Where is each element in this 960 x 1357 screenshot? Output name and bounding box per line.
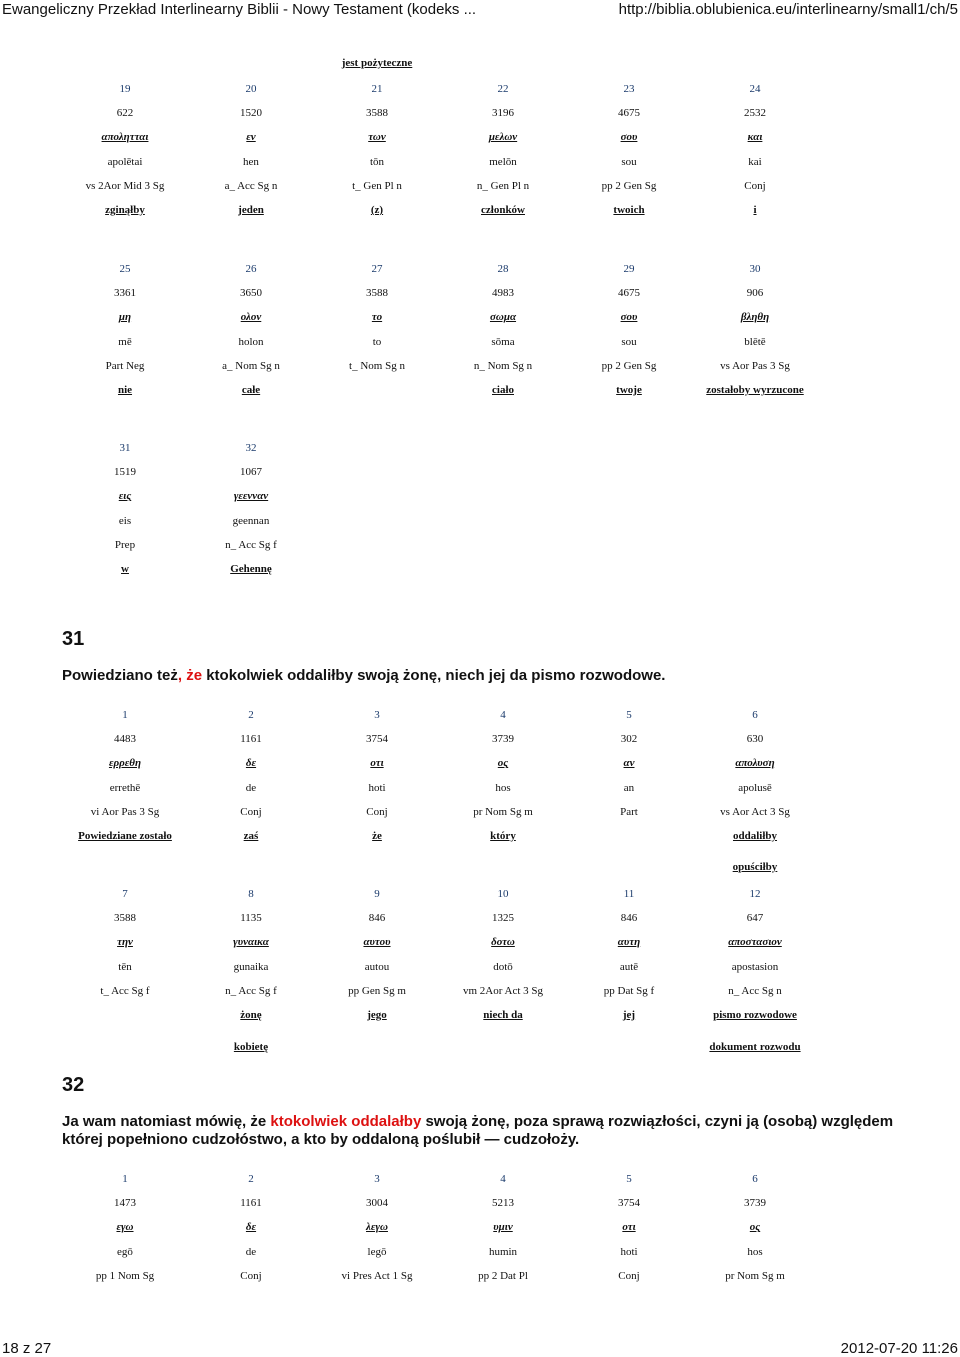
strong-number: 302 [620,733,638,746]
alt-translation-dokument: dokument rozwodu [709,1041,801,1053]
word-number: 2 [248,709,254,722]
polish-translation[interactable]: twoje [616,384,642,397]
word-number: 5 [626,1173,632,1186]
word-number: 27 [371,263,383,276]
morphology-row [62,979,818,1003]
strong-number: 3588 [114,912,136,925]
greek-word[interactable]: σωμα [489,311,517,324]
morphology: a_ Nom Sg n [222,359,280,372]
interlinear-block [62,1167,818,1312]
strong-number: 3739 [492,733,514,746]
strong-number: 3650 [240,287,262,300]
transliteration: apolusē [738,781,772,794]
morphology: Prep [114,538,136,551]
morphology: pp 2 Gen Sg [601,359,657,372]
word-number: 19 [119,83,131,96]
verse-31-text-part: Powiedziano też [62,667,178,684]
word-number: 29 [623,263,635,276]
morphology: n_ Acc Sg n [728,984,782,997]
word-number: 23 [623,83,635,96]
greek-word[interactable]: απολητται [101,131,149,144]
morphology: Part [620,805,638,818]
polish-translation-row [62,824,818,848]
greek-word[interactable]: οτι [622,1221,636,1234]
greek-word[interactable]: δε [245,1221,257,1234]
page-title: Ewangeliczny Przekład Interlinearny Biblii - Nowy Testament (kodeks ... [2,1,477,18]
strong-number-row [62,281,818,305]
transliteration-row [62,1240,818,1264]
verse-31-number: 31 [62,628,85,650]
strong-number-row [62,727,818,751]
strong-number: 1473 [114,1197,136,1210]
word-number: 26 [245,263,257,276]
word-number: 3 [374,1173,380,1186]
word-number: 24 [749,83,761,96]
greek-word[interactable]: αποστασιον [728,936,782,949]
word-number: 30 [749,263,761,276]
transliteration: hoti [368,781,386,794]
page-url[interactable]: http://biblia.oblubienica.eu/interlinearny/small1/ch/5 [618,1,958,18]
greek-word[interactable]: την [117,936,133,949]
strong-number: 1520 [240,107,262,120]
morphology: pp 2 Dat Pl [478,1269,528,1282]
morphology: vi Aor Pas 3 Sg [90,805,160,818]
morphology: Conj [366,805,388,818]
verse-31-text [62,667,922,685]
print-datetime: 2012-07-20 11:26 [840,1340,958,1357]
greek-word[interactable]: ος [749,1221,761,1234]
transliteration: sōma [491,335,515,348]
word-number: 4 [500,1173,506,1186]
transliteration: tēn [118,960,132,973]
transliteration-row [62,776,818,800]
transliteration: sou [621,155,637,168]
strong-number: 630 [746,733,764,746]
word-number-row [62,1167,818,1191]
transliteration: holon [238,335,264,348]
word-number: 8 [248,888,254,901]
polish-translation[interactable]: całe [241,384,261,397]
greek-word[interactable]: δοτω [491,936,515,949]
morphology: pp 1 Nom Sg [95,1269,155,1282]
word-number: 1 [122,1173,128,1186]
greek-word[interactable]: σου [620,131,638,144]
greek-word[interactable]: ολον [240,311,262,324]
morphology-row [62,174,818,198]
greek-word[interactable]: μελων [488,131,518,144]
greek-word[interactable]: βληθη [740,311,770,324]
word-number-row [62,436,818,460]
strong-number: 846 [620,912,638,925]
strong-number: 3739 [744,1197,766,1210]
word-number: 5 [626,709,632,722]
polish-translation[interactable]: Powiedziane zostało [78,830,172,843]
word-number: 3 [374,709,380,722]
strong-number: 1325 [492,912,514,925]
greek-word[interactable]: γυναικα [233,936,269,949]
browser-print-footer [0,1340,960,1357]
page-counter: 18 z 27 [2,1340,52,1357]
morphology: Conj [240,1269,262,1282]
word-number: 28 [497,263,509,276]
polish-translation[interactable]: i [753,204,757,217]
transliteration: apostasion [731,960,779,973]
transliteration: melōn [489,155,517,168]
alt-translation-opusciloby: opuściłby [732,861,778,873]
strong-number: 3588 [366,107,388,120]
transliteration: blētē [744,335,766,348]
polish-translation-row [62,198,818,222]
verse-31-highlight: , że [177,667,203,684]
verse-32-text-part: Ja wam natomiast mówię, że [62,1113,271,1130]
greek-word[interactable]: και [747,131,763,144]
transliteration: de [245,1245,257,1258]
morphology: vs 2Aor Mid 3 Sg [85,179,165,192]
polish-translation[interactable]: zginąłby [105,204,145,217]
polish-translation[interactable]: że [372,830,382,843]
polish-translation-row [62,1003,818,1027]
interlinear-block [62,436,818,581]
top-note: jest pożyteczne [341,57,413,69]
transliteration: mē [118,335,132,348]
verse-32-highlight: ktokolwiek [270,1113,348,1130]
greek-word[interactable]: αν [623,757,635,770]
greek-word[interactable]: των [368,131,386,144]
strong-number: 3004 [366,1197,388,1210]
strong-number: 1519 [114,466,136,479]
transliteration: de [245,781,257,794]
polish-translation[interactable]: zaś [243,830,259,843]
morphology: vi Pres Act 1 Sg [341,1269,413,1282]
morphology: pr Nom Sg m [725,1269,785,1282]
word-number: 4 [500,709,506,722]
polish-translation-row [62,1288,818,1312]
transliteration: kai [748,155,762,168]
transliteration: an [623,781,635,794]
strong-number: 3754 [618,1197,640,1210]
strong-number: 3754 [366,733,388,746]
strong-number-row [62,1191,818,1215]
strong-number: 4483 [114,733,136,746]
transliteration: errethē [109,781,141,794]
morphology: Part Neg [105,359,145,372]
greek-word[interactable]: εγω [116,1221,134,1234]
word-number: 22 [497,83,509,96]
transliteration: hos [747,1245,763,1258]
transliteration: hos [495,781,511,794]
strong-number: 1067 [240,466,262,479]
transliteration: eis [118,514,132,527]
word-number: 25 [119,263,131,276]
polish-translation[interactable]: niech da [483,1009,523,1022]
transliteration: autou [364,960,390,973]
strong-number: 5213 [492,1197,514,1210]
transliteration: tōn [369,155,385,168]
greek-word[interactable]: απολυση [735,757,775,770]
strong-number-row [62,460,818,484]
polish-translation[interactable]: w [121,563,129,576]
transliteration-row [62,509,818,533]
greek-word[interactable]: εις [118,490,132,503]
greek-word[interactable]: γεενναν [233,490,269,503]
strong-number: 3588 [366,287,388,300]
transliteration: gunaika [233,960,269,973]
strong-number: 3361 [114,287,136,300]
morphology: a_ Acc Sg n [224,179,278,192]
polish-translation[interactable]: nie [117,384,133,397]
transliteration-row [62,330,818,354]
morphology: n_ Acc Sg f [225,538,277,551]
morphology: t_ Acc Sg f [100,984,150,997]
word-number: 31 [119,442,131,455]
transliteration: humin [488,1245,518,1258]
word-number: 21 [371,83,383,96]
polish-translation-row [62,378,818,402]
morphology: Conj [744,179,766,192]
transliteration: geennan [232,514,270,527]
strong-number: 4675 [618,107,640,120]
morphology: pp 2 Gen Sg [601,179,657,192]
polish-translation[interactable]: żonę [240,1009,262,1022]
greek-word[interactable]: το [371,311,383,324]
strong-number: 3196 [492,107,514,120]
polish-translation[interactable]: oddaliłby [732,830,778,843]
word-number: 1 [122,709,128,722]
morphology-row [62,354,818,378]
interlinear-block [62,257,818,402]
word-number: 20 [245,83,257,96]
strong-number-row [62,101,818,125]
morphology: n_ Gen Pl n [476,179,530,192]
polish-translation[interactable]: jeden [238,204,264,217]
alt-translation-kobiete: kobietę [233,1041,269,1053]
verse-32-text-part: swoją żonę, poza sprawą rozwiązłości, czyni ją (osobą) względem której popełniono cudzołóstwo, a kto by oddaloną poślubił — cudzołoży. [62,1113,894,1148]
word-number: 32 [245,442,257,455]
transliteration-row [62,150,818,174]
morphology-row [62,533,818,557]
polish-translation[interactable]: Gehennę [230,563,272,576]
strong-number: 2532 [744,107,766,120]
interlinear-block [62,703,818,848]
greek-word[interactable]: ερρεθη [108,757,142,770]
word-number-row [62,77,818,101]
polish-translation-row [62,557,818,581]
transliteration: hen [243,155,259,168]
word-number: 10 [497,888,509,901]
greek-word[interactable]: αυτου [363,936,391,949]
interlinear-block [62,882,818,1027]
greek-word[interactable]: ος [497,757,509,770]
transliteration: legō [367,1245,387,1258]
word-number-row [62,257,818,281]
strong-number: 906 [746,287,764,300]
morphology: pp Gen Sg m [348,984,406,997]
greek-word-row [62,125,818,149]
greek-word-row [62,484,818,508]
greek-word-row [62,751,818,775]
polish-translation[interactable]: (z) [370,204,384,217]
greek-word[interactable]: εν [246,131,256,144]
polish-translation[interactable]: członków [481,204,525,217]
morphology: vs Aor Act 3 Sg [720,805,790,818]
word-number-row [62,882,818,906]
word-number: 12 [749,888,761,901]
verse-32-number: 32 [62,1074,85,1096]
strong-number: 4983 [492,287,514,300]
strong-number: 647 [746,912,764,925]
polish-translation[interactable]: jego [367,1009,387,1022]
word-number-row [62,703,818,727]
morphology: Conj [240,805,262,818]
transliteration: apolētai [107,155,143,168]
morphology: t_ Nom Sg n [349,359,405,372]
morphology-row [62,800,818,824]
morphology: pp Dat Sg f [603,984,655,997]
morphology: vm 2Aor Act 3 Sg [462,984,544,997]
transliteration: egō [117,1245,133,1258]
morphology-row [62,1264,818,1288]
morphology: n_ Acc Sg f [225,984,277,997]
polish-translation[interactable]: jej [622,1009,636,1022]
polish-translation[interactable]: pismo rozwodowe [713,1009,797,1022]
strong-number: 1161 [240,733,262,746]
greek-word[interactable]: λεγω [366,1221,388,1234]
polish-translation[interactable]: zostałoby wyrzucone [706,384,804,397]
greek-word-row [62,930,818,954]
word-number: 9 [374,888,380,901]
word-number: 2 [248,1173,254,1186]
verse-31-text-part: ktokolwiek oddaliłby swoją żonę, niech jej da pismo rozwodowe. [202,667,666,684]
morphology: Conj [618,1269,640,1282]
transliteration-row [62,955,818,979]
polish-translation[interactable]: twoich [613,204,645,217]
word-number: 6 [752,1173,758,1186]
interlinear-block [62,77,818,222]
strong-number: 4675 [618,287,640,300]
greek-word[interactable]: οτι [370,757,384,770]
transliteration: hoti [620,1245,638,1258]
strong-number: 1135 [240,912,262,925]
morphology: pr Nom Sg m [473,805,533,818]
strong-number: 1161 [240,1197,262,1210]
greek-word[interactable]: μη [118,311,132,324]
greek-word[interactable]: δε [245,757,257,770]
browser-print-header [0,0,960,20]
word-number: 6 [752,709,758,722]
transliteration: sou [621,335,637,348]
greek-word-row [62,1215,818,1239]
transliteration: dotō [493,960,513,973]
morphology: n_ Nom Sg n [473,359,533,372]
transliteration: autē [619,960,639,973]
greek-word-row [62,305,818,329]
strong-number: 622 [116,107,134,120]
verse-32-highlight: oddalałby [351,1113,422,1130]
polish-translation[interactable]: ciało [492,384,514,397]
polish-translation[interactable]: który [490,830,516,843]
morphology: t_ Gen Pl n [352,179,402,192]
strong-number: 846 [368,912,386,925]
word-number: 7 [122,888,128,901]
greek-word[interactable]: αυτη [617,936,641,949]
greek-word[interactable]: σου [620,311,638,324]
verse-32-text [62,1113,922,1149]
greek-word[interactable]: υμιν [493,1221,513,1234]
strong-number-row [62,906,818,930]
transliteration: to [372,335,382,348]
morphology: vs Aor Pas 3 Sg [720,359,790,372]
word-number: 11 [623,888,635,901]
